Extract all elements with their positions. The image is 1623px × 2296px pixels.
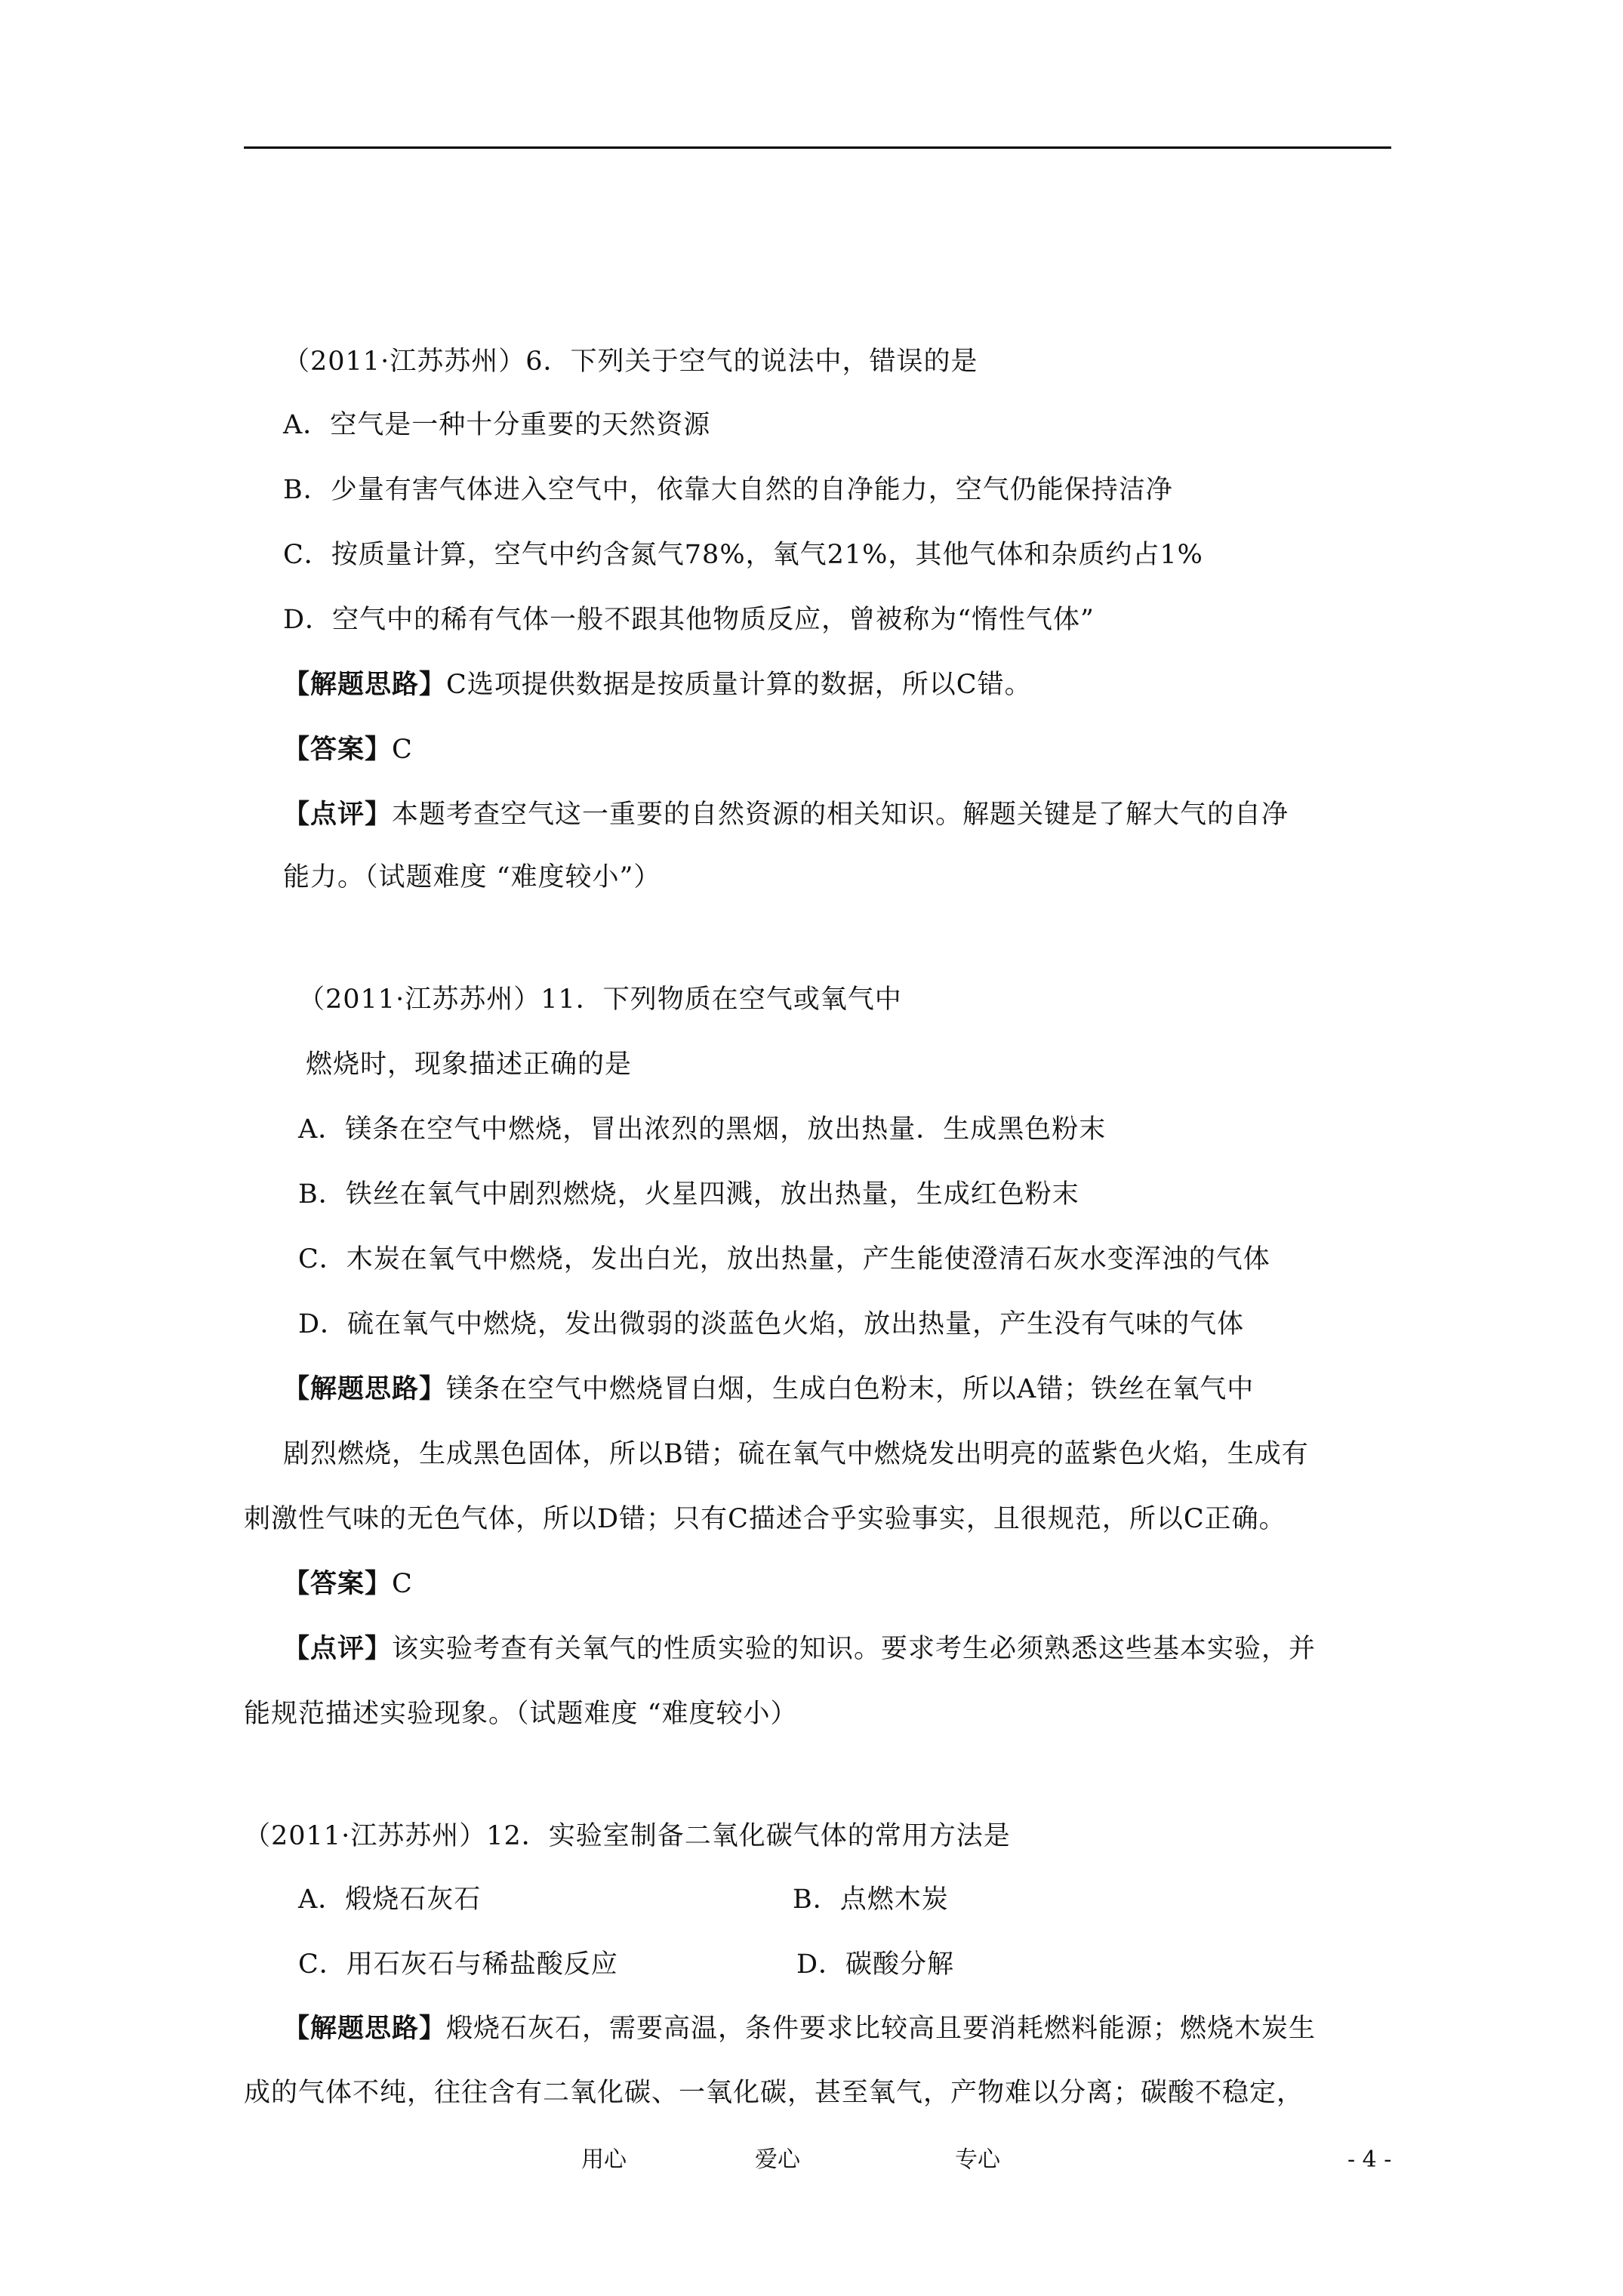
q11-stem: （2011·江苏苏州）11．下列物质在空气或氧气中	[298, 985, 902, 1015]
footer-word-2: 爱心	[755, 2147, 800, 2173]
header-rule	[244, 146, 1391, 149]
analysis-label: 【解题思路】	[283, 669, 447, 700]
answer-label: 【答案】	[283, 734, 393, 765]
q12-option-d: D．碳酸分解	[796, 1949, 955, 1980]
q12-option-b: B．点燃木炭	[793, 1885, 949, 1915]
q12-option-c: C．用石灰石与稀盐酸反应	[298, 1949, 618, 1980]
answer-text: C	[392, 735, 413, 765]
q11-analysis-cont2: 刺激性气味的无色气体，所以D错；只有C描述合乎实验事实，且很规范，所以C正确。	[244, 1504, 1286, 1534]
analysis-text: 镁条在空气中燃烧冒白烟，生成白色粉末，所以A错；铁丝在氧气中	[446, 1374, 1255, 1404]
q12-stem: （2011·江苏苏州）12．实验室制备二氧化碳气体的常用方法是	[244, 1821, 1011, 1851]
q11-comment	[283, 1632, 1316, 1666]
q6-option-b: B．少量有害气体进入空气中，依靠大自然的自净能力，空气仍能保持洁净	[283, 475, 1173, 505]
q6-option-c: C．按质量计算，空气中约含氮气78%，氧气21%，其他气体和杂质约占1%	[283, 540, 1203, 570]
q6-answer	[283, 733, 413, 766]
q11-answer	[283, 1567, 413, 1601]
q6-comment-cont: 能力。（试题难度 “难度较小”）	[283, 862, 661, 892]
q11-stem-cont: 燃烧时，现象描述正确的是	[306, 1049, 633, 1080]
q11-option-b: B．铁丝在氧气中剧烈燃烧，火星四溅，放出热量，生成红色粉末	[298, 1179, 1079, 1210]
q6-option-a: A．空气是一种十分重要的天然资源	[283, 410, 711, 440]
q11-option-d: D．硫在氧气中燃烧，发出微弱的淡蓝色火焰，放出热量，产生没有气味的气体	[298, 1309, 1245, 1339]
q12-analysis-cont: 成的气体不纯，往往含有二氧化碳、一氧化碳，甚至氧气，产物难以分离；碳酸不稳定，	[244, 2078, 1304, 2108]
q11-option-a: A．镁条在空气中燃烧，冒出浓烈的黑烟，放出热量．生成黑色粉末	[298, 1114, 1107, 1145]
footer-word-3: 专心	[955, 2147, 1000, 2173]
comment-text: 本题考查空气这一重要的自然资源的相关知识。解题关键是了解大气的自净	[392, 800, 1289, 830]
answer-text: C	[392, 1569, 413, 1599]
analysis-label: 【解题思路】	[283, 1373, 447, 1404]
comment-label: 【点评】	[283, 799, 393, 830]
q11-analysis	[283, 1373, 1254, 1406]
analysis-text: C选项提供数据是按质量计算的数据，所以C错。	[446, 670, 1032, 700]
q12-option-a: A．煅烧石灰石	[298, 1885, 482, 1915]
comment-text: 该实验考查有关氧气的性质实验的知识。要求考生必须熟悉这些基本实验，并	[392, 1634, 1317, 1664]
analysis-text: 煅烧石灰石，需要高温，条件要求比较高且要消耗燃料能源；燃烧木炭生	[446, 2014, 1317, 2044]
comment-label: 【点评】	[283, 1633, 393, 1664]
q11-analysis-cont1: 剧烈燃烧，生成黑色固体，所以B错；硫在氧气中燃烧发出明亮的蓝紫色火焰，生成有	[283, 1439, 1309, 1469]
q6-comment	[283, 798, 1289, 831]
q11-comment-cont: 能规范描述实验现象。（试题难度 “难度较小）	[244, 1699, 798, 1729]
q11-option-c: C．木炭在氧气中燃烧，发出白光，放出热量，产生能使澄清石灰水变浑浊的气体	[298, 1244, 1270, 1274]
answer-label: 【答案】	[283, 1568, 393, 1599]
q12-analysis	[283, 2012, 1316, 2045]
q6-analysis	[283, 668, 1032, 701]
q6-stem: （2011·江苏苏州）6．下列关于空气的说法中，错误的是	[283, 347, 978, 377]
q6-option-d: D．空气中的稀有气体一般不跟其他物质反应，曾被称为“惰性气体”	[283, 605, 1095, 635]
analysis-label: 【解题思路】	[283, 2013, 447, 2044]
page-number: - 4 -	[1347, 2147, 1392, 2173]
footer-word-1: 用心	[581, 2147, 627, 2173]
